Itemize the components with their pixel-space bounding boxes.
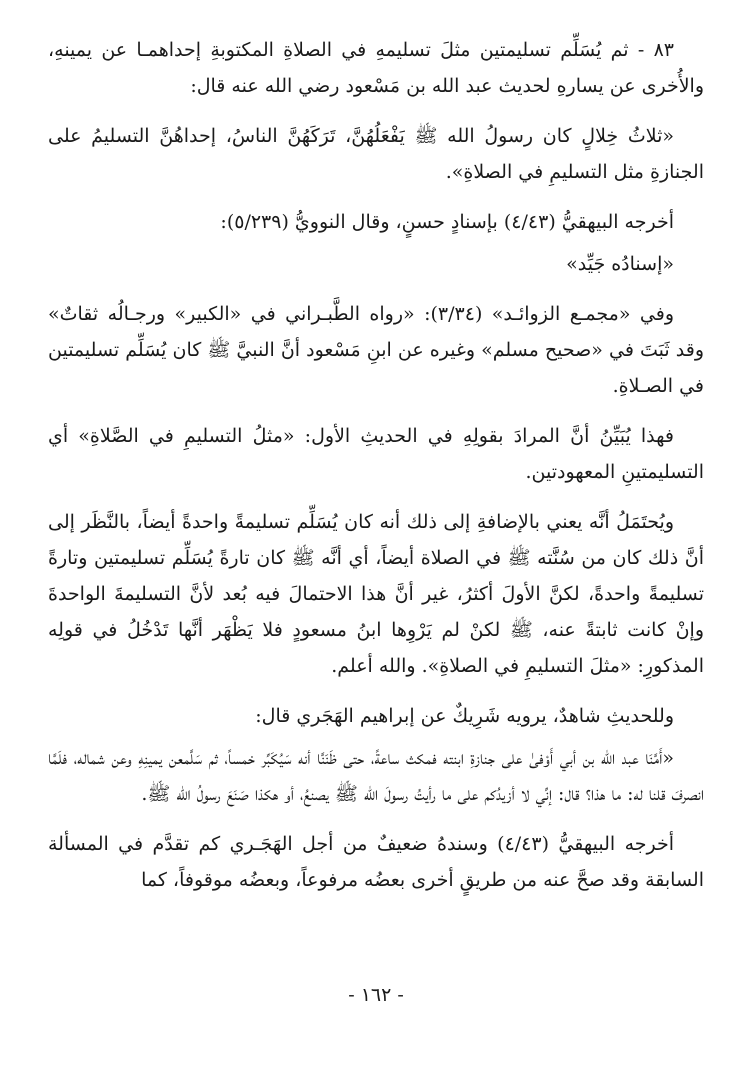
takhrij-bayhaqi-nawawi: أخرجه البيهقيُّ (٤/٤٣) بإسنادٍ حسنٍ، وقال النوويُّ (٥/٢٣٩): [220,211,674,233]
majma-zawaid-paragraph: وفي «مجمـع الزوائـد» (٣/٣٤): «رواه الطَّبـراني في «الكبير» ورجـالُه ثقاتٌ» وقد ثَبَتَ في «صحيح مسلم» وغيره عن ابنِ مَسْعود أنَّ النبيَّ ﷺ كان يُسَلِّم تسليمتين في الصـلاةِ. [48,303,704,397]
page-number: - ١٦٢ - [348,984,404,1006]
witness-intro: وللحديثِ شاهدٌ، يرويه شَرِيكٌ عن إبراهيم الهَجَري قال: [255,705,674,727]
paragraph-83-heading: ٨٣ - ثم يُسَلِّم تسليمتين مثلَ تسليمهِ في الصلاةِ المكتوبةِ إحداهمـا عن يمينهِ، والأُخرى عن يسارهِ لحديث عبد الله بن مَسْعود رضي الله عنه قال: [48,39,704,97]
hadith-quote-three-traits: «ثلاثُ خِلالٍ كان رسولُ الله ﷺ يَفْعَلُهُنَّ، تَرَكَهُنَّ الناسُ، إحداهُنَّ التسليمُ على الجنازةِ مثل التسليمِ في الصلاةِ». [48,125,704,183]
possibility-paragraph: ويُحتَمَلُ أنَّه يعني بالإضافةِ إلى ذلك أنه كان يُسَلِّم تسليمةً واحدةً أيضاً، بالنَّظَر إلى أنَّ ذلك كان من سُنَّته ﷺ في الصلاة أيضاً، أي أنَّه ﷺ كان تارةً يُسَلِّم تسليمتين وتارةً تسليمةً واحدةً، لكنَّ الأولَ أكثرُ، غير أنَّ هذا الاحتمالَ فيه بُعد لأنَّ التسليمةَ الواحدةَ وإنْ كانت ثابتةً عنه، ﷺ لكنْ لم يَرْوِها ابنُ مسعودٍ فلا يَظْهَر أنَّها تَدْخُلُ في قولِه المذكورِ: «مثلَ التسليمِ في الصلاةِ». والله أعلم. [48,511,704,677]
hadith-quote-ibn-abi-awfa: «أَمَّنَا عبد الله بن أبي أَوْفىٰ على جنازةِ ابنته فمكث ساعةً، حتى ظَنَنَّا أنه سَيُكَبِّر خمساً، ثم سَلَّمعن يمينِهِ وعن شماله، فلَمَّا انصرفَ قلنا له: ما هذا؟ قال: إنِّي لا أزيدُكم على ما رأيتُ رسولَ الله ﷺ يصنعُ، أو هكذا صَنَعَ رسولُ الله ﷺ. [48,747,704,805]
takhrij-final-paragraph: أخرجه البيهقيُّ (٤/٤٣) وسندهُ ضعيفٌ من أجل الهَجَـري كم تقدَّم في المسألة السابقة وقد صحَّ عنه من طريقٍ أخرى بعضُه مرفوعاً، وبعضُه موقوفاً، كما [48,833,704,891]
quote-isnaduhu-jayyid: «إسنادُه جَيِّد» [566,253,674,275]
explanation-paragraph: فهذا يُبَيِّنُ أنَّ المرادَ بقولِهِ في الحديثِ الأول: «مثلُ التسليمِ في الصَّلاةِ» أي التسليمتينِ المعهودتين. [48,425,704,483]
